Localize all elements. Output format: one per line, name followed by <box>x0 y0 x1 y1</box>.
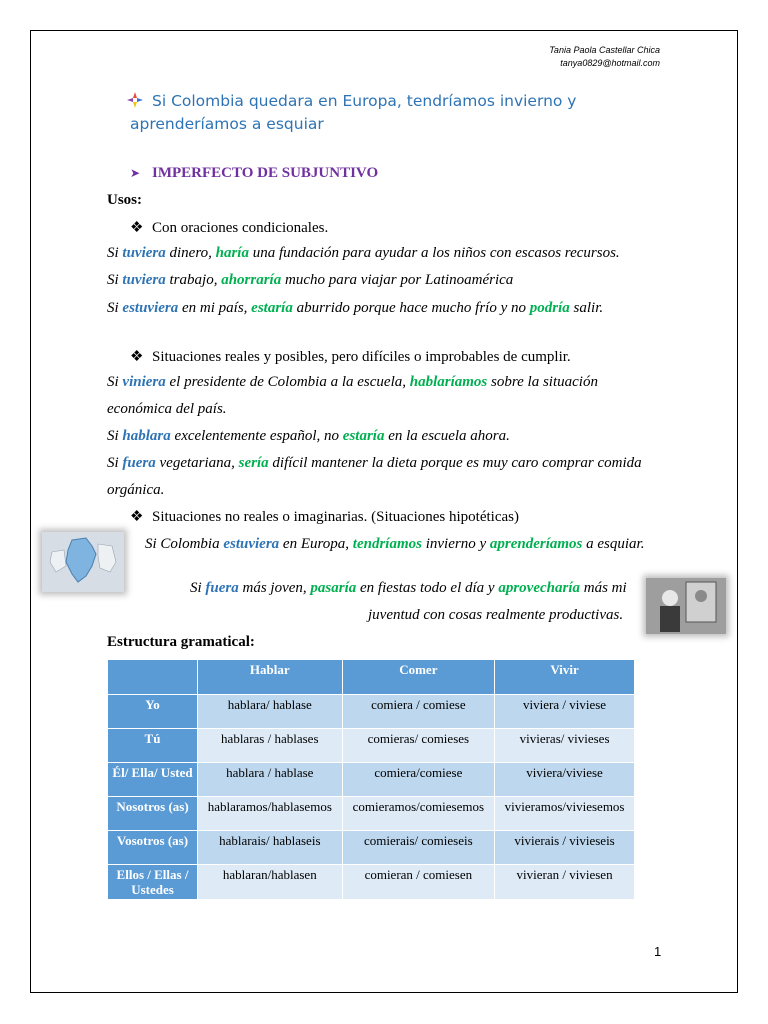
conditional-verb: haría <box>215 245 249 261</box>
table-cell: hablarais/ hablaseis <box>198 831 343 865</box>
conditional-verb: tendríamos <box>352 536 422 552</box>
table-row <box>108 729 635 763</box>
usos-label: Usos: <box>107 192 143 208</box>
table-header-cell: Vivir <box>495 660 635 695</box>
conditional-verb: estaría <box>342 428 385 444</box>
sentence-text: económica del país. <box>107 401 227 417</box>
sentence-text: dinero, <box>165 245 216 261</box>
table-cell: comieramos/comiesemos <box>342 797 495 831</box>
diamond-bullet-icon: ❖ <box>130 509 144 525</box>
subjunctive-verb: estuviera <box>122 300 179 316</box>
subjunctive-verb: estuviera <box>223 536 280 552</box>
table-cell: comieras/ comieses <box>342 729 495 763</box>
sentence-text: excelentemente español, no <box>170 428 343 444</box>
subjunctive-verb: fuera <box>122 455 156 471</box>
sentence-text: Si <box>107 455 123 471</box>
table-header-cell <box>108 660 198 695</box>
example-line <box>107 300 603 317</box>
sentence-text: Si <box>107 428 123 444</box>
person-cell: Él/ Ella/ Usted <box>108 763 198 797</box>
bullet-conditional: ❖ Con oraciones condicionales. <box>130 220 329 236</box>
sentence-text: Si <box>107 245 123 261</box>
sentence-text: Si <box>107 300 123 316</box>
bullet-real: ❖ Situaciones reales y posibles, pero difíciles o improbables de cumplir. <box>130 349 571 365</box>
author-name: Tania Paola Castellar Chica <box>549 45 660 55</box>
table-row <box>108 797 635 831</box>
diamond-bullet-icon: ❖ <box>130 220 144 236</box>
table-header-row <box>108 660 635 695</box>
conditional-verb: aprenderíamos <box>489 536 583 552</box>
author-email: tanya0829@hotmail.com <box>560 58 660 68</box>
conditional-verb: hablaríamos <box>409 374 488 390</box>
sentence-text: trabajo, <box>165 272 222 288</box>
table-cell: hablaramos/hablasemos <box>198 797 343 831</box>
person-cell: Ellos / Ellas / Ustedes <box>108 865 198 900</box>
sentence-text: en mi país, <box>178 300 252 316</box>
subjunctive-verb: tuviera <box>122 272 166 288</box>
sentence-text: Si <box>190 580 206 596</box>
sentence-text: sobre la situación <box>487 374 598 390</box>
sentence-text: salir. <box>569 300 604 316</box>
table-cell: hablara / hablase <box>198 763 343 797</box>
table-header-cell: Comer <box>342 660 495 695</box>
sentence-text: Si <box>107 272 123 288</box>
person-cell: Vosotros (as) <box>108 831 198 865</box>
person-cell: Yo <box>108 695 198 729</box>
example-line <box>107 455 642 472</box>
table-cell: hablaran/hablasen <box>198 865 343 900</box>
example-line <box>368 607 623 624</box>
sentence-text: en Europa, <box>279 536 353 552</box>
person-cell: Nosotros (as) <box>108 797 198 831</box>
sentence-text: a esquiar. <box>582 536 645 552</box>
sentence-text: Si Colombia <box>145 536 224 552</box>
conditional-verb: ahorraría <box>221 272 282 288</box>
example-line <box>190 580 627 597</box>
arrowhead-bullet-icon: ➤ <box>130 166 141 180</box>
table-cell: vivierais / vivieseis <box>495 831 635 865</box>
conjugation-table <box>107 659 635 900</box>
person-cell: Tú <box>108 729 198 763</box>
table-cell: comiera / comiese <box>342 695 495 729</box>
example-line <box>107 482 164 499</box>
sentence-text: una fundación para ayudar a los niños con escasos recursos. <box>248 245 620 261</box>
subjunctive-verb: fuera <box>205 580 239 596</box>
table-header-cell: Hablar <box>198 660 343 695</box>
table-cell: viviera/viviese <box>495 763 635 797</box>
sentence-text: mucho para viajar por Latinoamérica <box>281 272 514 288</box>
sentence-text: orgánica. <box>107 482 165 498</box>
sentence-text: invierno y <box>421 536 490 552</box>
conditional-verb: aprovecharía <box>498 580 580 596</box>
sentence-text: en fiestas todo el día y <box>356 580 499 596</box>
sentence-text: vegetariana, <box>155 455 239 471</box>
table-cell: comieran / comiesen <box>342 865 495 900</box>
bullet-hypothetical: ❖ Situaciones no reales o imaginarias. (Situaciones hipotéticas) <box>130 509 519 525</box>
sentence-text: Si <box>107 374 123 390</box>
elderly-photo-image <box>646 578 726 634</box>
section-heading: IMPERFECTO DE SUBJUNTIVO <box>152 165 379 181</box>
table-cell: vivieras/ vivieses <box>495 729 635 763</box>
example-line <box>107 374 598 391</box>
example-line <box>145 536 644 553</box>
page-number: 1 <box>654 944 662 959</box>
sentence-text: el presidente de Colombia a la escuela, <box>165 374 410 390</box>
subjunctive-verb: hablara <box>122 428 171 444</box>
colombia-map-image <box>42 532 124 592</box>
sentence-text: difícil mantener la dieta porque es muy caro comprar comida <box>268 455 642 471</box>
table-row <box>108 831 635 865</box>
structure-heading: Estructura gramatical: <box>107 634 255 650</box>
conditional-verb: podría <box>529 300 570 316</box>
subjunctive-verb: tuviera <box>122 245 166 261</box>
table-row <box>108 695 635 729</box>
sentence-text: más joven, <box>238 580 311 596</box>
table-row <box>108 865 635 900</box>
sentence-text: en la escuela ahora. <box>384 428 510 444</box>
table-row <box>108 763 635 797</box>
sentence-text: más mi <box>580 580 627 596</box>
example-line <box>107 428 510 445</box>
conditional-verb: estaría <box>251 300 293 316</box>
sentence-text: aburrido porque hace mucho frío y no <box>292 300 530 316</box>
diamond-bullet-icon: ❖ <box>130 349 144 365</box>
table-cell: hablara/ hablase <box>198 695 343 729</box>
conditional-verb: pasaría <box>310 580 357 596</box>
table-cell: viviera / viviese <box>495 695 635 729</box>
example-line <box>107 401 227 418</box>
table-cell: comierais/ comieseis <box>342 831 495 865</box>
example-line <box>107 272 513 289</box>
table-cell: vivieran / viviesen <box>495 865 635 900</box>
example-line <box>107 245 620 262</box>
table-cell: hablaras / hablases <box>198 729 343 763</box>
table-cell: vivieramos/viviesemos <box>495 797 635 831</box>
table-cell: comiera/comiese <box>342 763 495 797</box>
subjunctive-verb: viniera <box>122 374 166 390</box>
page-title: Si Colombia quedara en Europa, tendríamos invierno y aprenderíamos a esquiar <box>130 92 577 133</box>
conditional-verb: sería <box>238 455 269 471</box>
sentence-text: juventud con cosas realmente productivas. <box>368 607 624 623</box>
